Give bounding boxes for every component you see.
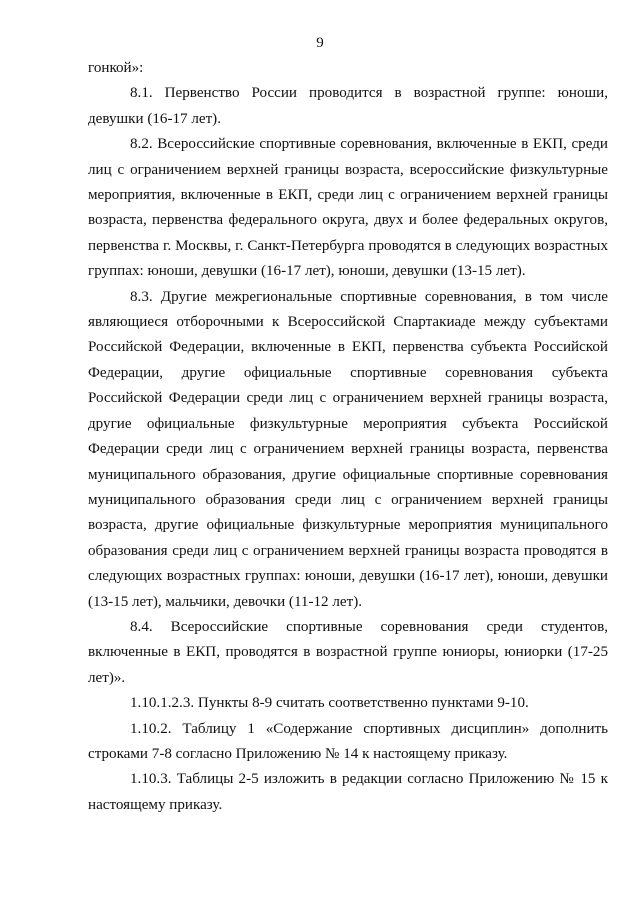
page-number: 9 — [316, 35, 324, 51]
paragraph-8-3: 8.3. Другие межрегиональные спортивные соревнования, в том числе являющиеся отборочными к Всероссийской Спартакиаде между субъектами Российской Федерации, включенные в ЕКП, первенства субъекта Российской Федерации, другие официальные спортивные соревнования субъекта Российской Федерации среди лиц с ограничением верхней границы возраста, другие официальные физкультурные мероприятия субъекта Российской Федерации среди лиц с ограничением верхней границы возраста, первенства муниципального образования, другие официальные спортивные соревнования муниципального образования среди лиц с ограничением верхней границы возраста, другие официальные физкультурные мероприятия муниципального образования среди лиц с ограничением верхней границы возраста проводятся в следующих возрастных группах: юноши, девушки (16-17 лет), юноши, девушки (13-15 лет), мальчики, девочки (11-12 лет). — [88, 288, 608, 610]
paragraph-continuation: гонкой»: — [88, 60, 144, 76]
paragraph-1-10-1-2-3: 1.10.1.2.3. Пункты 8-9 считать соответственно пунктами 9-10. — [130, 695, 529, 712]
paragraph-1-10-2: 1.10.2. Таблицу 1 «Содержание спортивных дисциплин» дополнить строками 7-8 согласно Приложению № 14 к настоящему приказу. — [88, 720, 608, 762]
paragraph-8-1: 8.1. Первенство России проводится в возрастной группе: юноши, девушки (16-17 лет). — [88, 85, 608, 127]
paragraph-8-2: 8.2. Всероссийские спортивные соревнования, включенные в ЕКП, среди лиц с ограничением верхней границы возраста, всероссийские физкультурные мероприятия, включенные в ЕКП, среди лиц с ограничением верхней границы возраста, первенства федерального округа, двух и более федеральных округов, первенства г. Москвы, г. Санкт-Петербурга проводятся в следующих возрастных группах: юноши, девушки (16-17 лет), юноши, девушки (13-15 лет). — [88, 136, 608, 280]
document-body — [88, 56, 608, 818]
paragraph-8-4: 8.4. Всероссийские спортивные соревнования среди студентов, включенные в ЕКП, проводятся в возрастной группе юниоры, юниорки (17-25 лет)». — [88, 618, 608, 686]
paragraph-1-10-3: 1.10.3. Таблицы 2-5 изложить в редакции согласно Приложению № 15 к настоящему приказу. — [88, 771, 608, 813]
